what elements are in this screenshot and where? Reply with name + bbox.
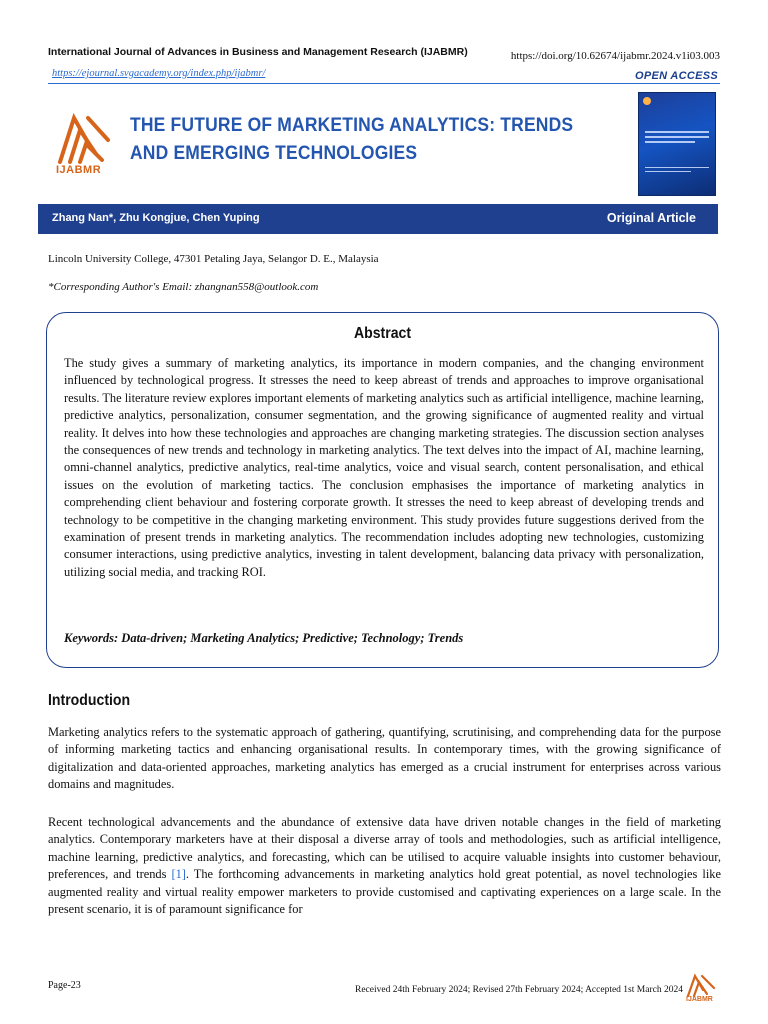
corresponding-email[interactable]: *Corresponding Author's Email: zhangnan558@outlook.com bbox=[48, 281, 319, 293]
article-type-label: Original Article bbox=[606, 211, 696, 225]
journal-name: International Journal of Advances in Business and Management Research (IJABMR) bbox=[48, 46, 468, 58]
intro-paragraph-2-text-b: . The forthcoming advancements in marketing analytics hold great potential, as novel technologies like augmented reality and virtual reality empower marketers to provide customised and captivating experiences on a large scale. In the present scenario, it is of paramount significance for bbox=[48, 867, 721, 917]
journal-url-link[interactable]: https://ejournal.svgacademy.org/index.php/ijabmr/ bbox=[52, 68, 266, 79]
logo-text: IJABMR bbox=[56, 164, 102, 176]
author-bar bbox=[38, 204, 718, 234]
abstract-box bbox=[46, 312, 719, 668]
affiliation: Lincoln University College, 47301 Petaling Jaya, Selangor D. E., Malaysia bbox=[48, 253, 379, 265]
citation-link[interactable]: [1] bbox=[171, 867, 186, 882]
page-number: Page-23 bbox=[48, 980, 81, 991]
article-title: THE FUTURE OF MARKETING ANALYTICS: TRENDS AND EMERGING TECHNOLOGIES bbox=[130, 115, 574, 164]
footer-logo-text: IJABMR bbox=[686, 996, 713, 1003]
keywords: Keywords: Data-driven; Marketing Analytics; Predictive; Technology; Trends bbox=[64, 631, 464, 645]
journal-cover-image bbox=[638, 92, 716, 196]
doi-link[interactable]: https://doi.org/10.62674/ijabmr.2024.v1i03.003 bbox=[510, 50, 720, 62]
authors: Zhang Nan*, Zhu Kongjue, Chen Yuping bbox=[52, 212, 260, 224]
submission-dates: Received 24th February 2024; Revised 27th February 2024; Accepted 1st March 2024 bbox=[355, 985, 683, 995]
header-divider bbox=[48, 83, 720, 84]
abstract-text: The study gives a summary of marketing analytics, its importance in modern companies, and the changing environment influenced by technological progress. It stresses the need to keep abreast of trends and approaches to improve organisational results. The literature review explores important elements of marketing analytics such as artificial intelligence, machine learning, predictive analytics, personalization, consumer segmentation, and the growing significance of augmented reality and virtual reality. It delves into how these technologies and approaches are changing marketing strategies. The discussion section analyses the consequences of new trends and technology in marketing analytics. The text delves into the impact of AI, machine learning, omni-channel analytics, predictive analytics, real-time analytics, voice and visual search, content personalisation, and ethical issues on the evolution of marketing tactics. The conclusion emphasises the importance of marketing analytics in comprehending client behaviour and fostering corporate growth. It stresses the need to keep abreast of developing trends and technology to be competitive in the changing marketing environment. This study provides future suggestions derived from the examination of present trends in marketing analytics. The recommendation includes adopting new technologies, customizing consumer interactions, using predictive analytics, investing in talent development, balancing data privacy with personalization, utilizing social media, and tracking ROI. bbox=[64, 356, 704, 579]
introduction-heading: Introduction bbox=[48, 692, 131, 709]
intro-paragraph-2 bbox=[48, 814, 721, 918]
intro-paragraph-1: Marketing analytics refers to the systematic approach of gathering, quantifying, scrutinising, and comprehending data for the purpose of informing marketing tactics and enhancing organisational results. In contemporary times, with the growing significance of digitalization and data-oriented approaches, marketing analytics has emerged as a crucial instrument for enterprises across various domains and magnitudes. bbox=[48, 725, 721, 792]
intro-paragraph-2-text-a: Recent technological advancements and the abundance of extensive data have driven notable changes in the field of marketing analytics. Contemporary marketers have at their disposal a diverse array of tools and methodologies, such as artificial intelligence, machine learning, predictive analytics, and forecasting, which can be utilised to acquire valuable insights into customer behaviour, preferences, and trends bbox=[48, 815, 721, 882]
abstract-heading: Abstract bbox=[353, 325, 412, 342]
open-access-label: OPEN ACCESS bbox=[635, 70, 718, 82]
